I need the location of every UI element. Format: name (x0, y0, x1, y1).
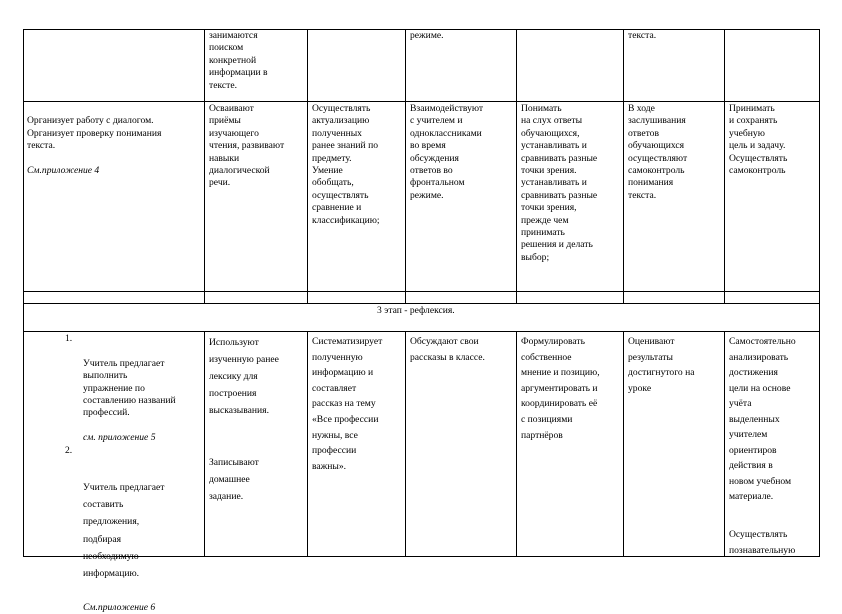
row4-cell-cognitive: Систематизирует полученную информацию и составляет рассказ на тему «Все профессии нужны, все профессии важны». (312, 336, 383, 472)
row1-cell-students: занимаются поиском конкретной информации в тексте. (209, 30, 268, 91)
row4-cell-interaction: Обсуждают свои рассказы в классе. (410, 336, 485, 363)
row2-cell-teacher (27, 103, 202, 177)
grid-line (819, 29, 820, 557)
grid-line (307, 331, 308, 557)
grid-line (23, 331, 820, 332)
row4-cell-students: Используют изученную ранее лексику для построения высказывания. (209, 337, 279, 416)
row2-cell-regulative: Принимать и сохранять учебную цель и задачу. Осуществлять самоконтроль (729, 103, 788, 177)
list-item (83, 589, 223, 614)
row4-cell-communicative: Формулировать собственное мнение и позицию, аргументировать и координировать её с позициями партнёров (521, 336, 600, 441)
row4-cell-regulative-2: Осуществлять познавательную (729, 529, 796, 556)
grid-line (307, 29, 308, 304)
teacher-activity-text: Организует работу с диалогом. Организует проверку понимания текста. (27, 115, 162, 152)
row2-cell-students: Осваивают приёмы изучающего чтения, развивают навыки диалогической речи. (209, 103, 285, 189)
grid-line (23, 29, 24, 557)
row2-cell-communicative: Понимать на слух ответы обучающихся, устанавливать и сравнивать разные точки зрения. устанавливать и сравнивать разные точки зрения, прежде чем принимать решения и делать выбор; (521, 103, 598, 263)
appendix-reference: См.приложение 4 (27, 165, 100, 177)
grid-line (516, 331, 517, 557)
grid-line (516, 29, 517, 304)
list-item-number: 2. (65, 444, 73, 456)
row4-cell-regulative: Самостоятельно анализировать достижения цели на основе учёта выделенных учителем ориентиров действия в новом учебном материале. (729, 336, 796, 502)
grid-line (23, 303, 820, 304)
grid-line (405, 331, 406, 557)
appendix-reference: см. приложение 5 (83, 432, 156, 444)
grid-line (623, 29, 624, 304)
appendix-reference: См.приложение 6 (83, 601, 156, 613)
task-text: Учитель предлагает выполнить упражнение по составлению названий профессий. (83, 357, 176, 419)
row2-cell-interaction: Взаимодействуют с учителем и одноклассниками во время обсуждения ответов во фронтальном режиме. (410, 103, 484, 201)
list-item (65, 333, 223, 445)
stage-heading: 3 этап - рефлексия. (377, 305, 455, 316)
row1-cell-interaction: режиме. (410, 30, 444, 41)
row4-cell-result: Оценивают результаты достигнутого на уроке (628, 336, 695, 394)
grid-line (724, 29, 725, 304)
teacher-task-list (57, 333, 223, 614)
row2-cell-result: В ходе заслушивания ответов обучающихся осуществляют самоконтроль понимания текста. (628, 103, 688, 201)
row4-cell-homework: Записывают домашнее задание. (209, 457, 259, 502)
grid-line (724, 331, 725, 557)
grid-line (623, 331, 624, 557)
task-text: Учитель предлагает составить предложения, подбирая необходимую информацию. (83, 482, 165, 580)
list-item (65, 444, 223, 583)
grid-line (405, 29, 406, 304)
grid-line (23, 291, 820, 292)
row2-cell-cognitive: Осуществлять актуализацию полученных ранее знаний по предмету. Умение обобщать, осуществлять сравнение и классификацию; (312, 103, 380, 226)
grid-line (204, 29, 205, 304)
list-item-number: 1. (65, 333, 73, 344)
grid-line (23, 101, 820, 102)
row1-cell-result: текста. (628, 30, 657, 41)
